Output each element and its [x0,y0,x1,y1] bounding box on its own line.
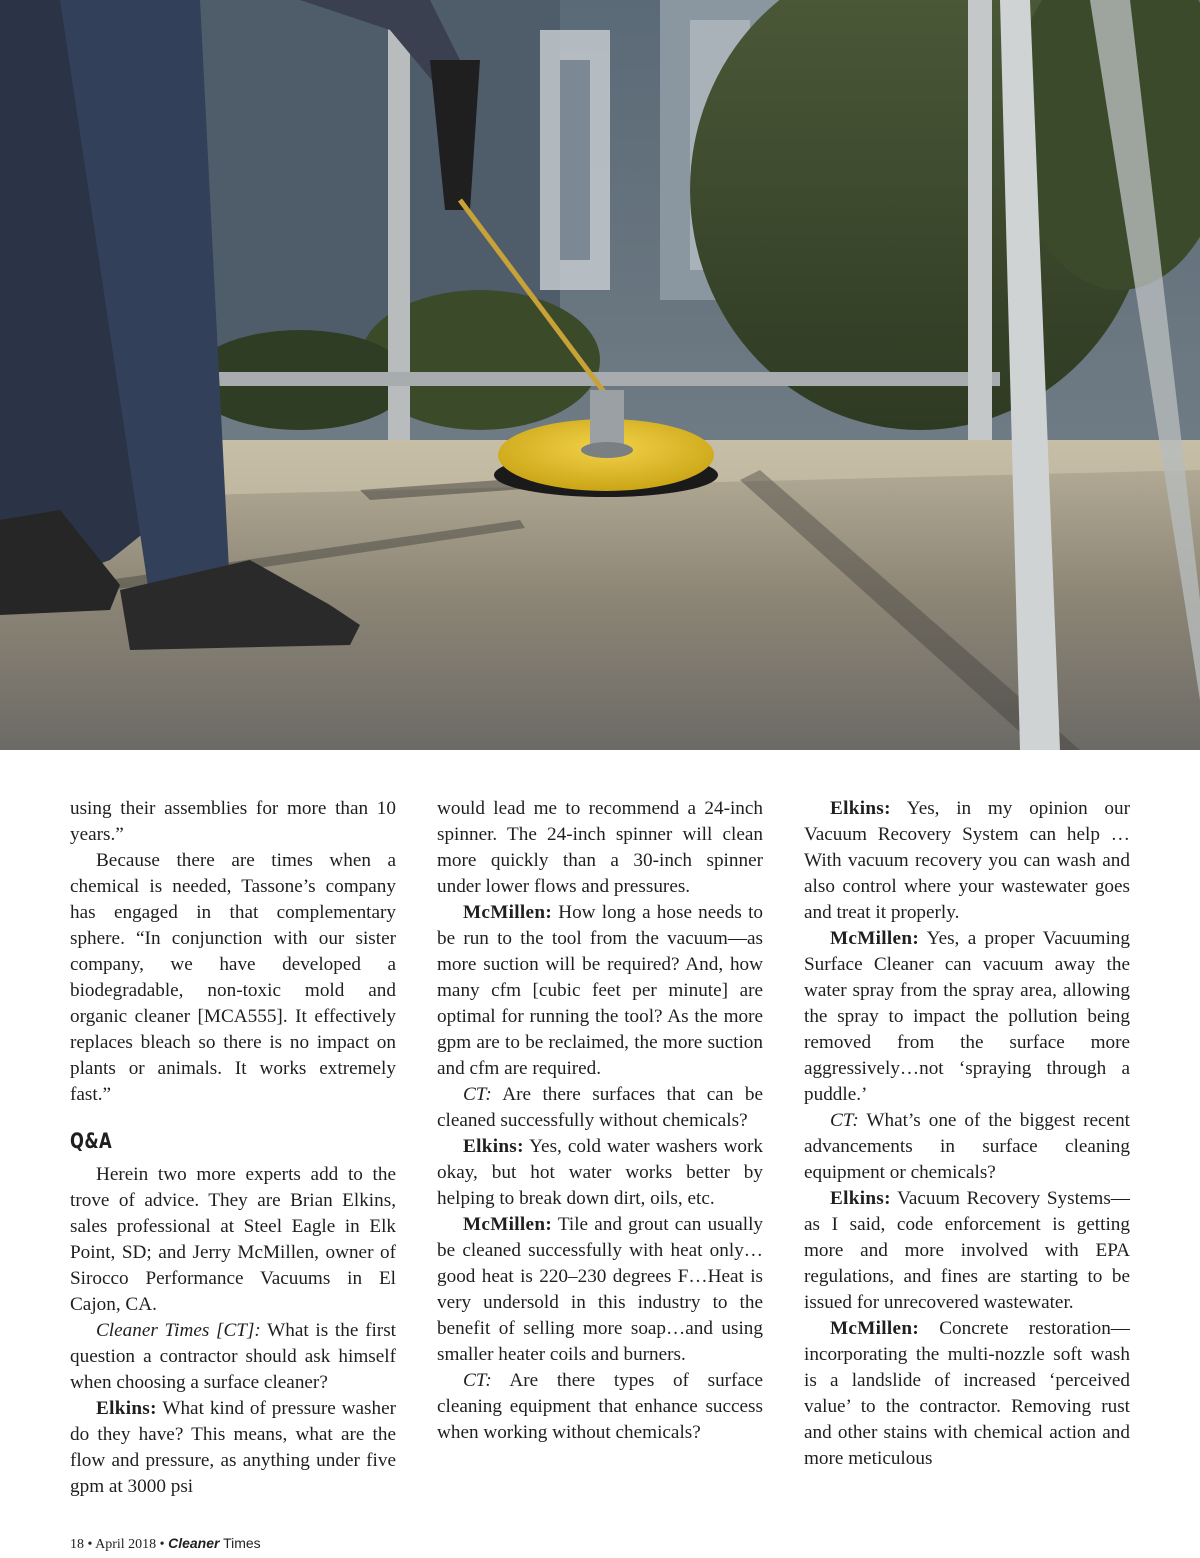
paragraph [804,1316,1130,1472]
paragraph [804,926,1130,1108]
speaker-label: McMillen: [463,1214,553,1235]
speaker-label: Elkins: [830,1188,891,1209]
paragraph: Herein two more experts add to the trove of advice. They are Brian Elkins, sales professional at Steel Eagle in Elk Point, SD; and Jerry McMillen, owner of Sirocco Performance Vacuums in El Cajon, CA. [70,1164,396,1315]
paragraph [437,1368,763,1446]
paragraph-text: Vacuum Recovery Systems—as I said, code enforcement is getting more and more involved with EPA regulations, and fines are starting to be issued for unrecovered wastewater. [804,1188,1130,1313]
paragraph-text: What is the first question a contractor should ask himself when choosing a surface cleaner? [70,1320,396,1393]
paragraph: using their assemblies for more than 10 years.” [70,798,396,845]
hero-photo [0,0,1200,750]
paragraph-text: How long a hose needs to be run to the tool from the vacuum—as more suction will be required? And, how many cfm [cubic feet per minute] are optimal for running the tool? As the more gpm are to be reclaimed, the more suction and cfm are required. [437,902,763,1079]
text-column-2 [437,796,763,1446]
paragraph [804,1186,1130,1316]
paragraph-text: What’s one of the biggest recent advancements in surface cleaning equipment or chemicals? [804,1110,1130,1183]
paragraph [437,1212,763,1368]
paragraph-text: Yes, a proper Vacuuming Surface Cleaner can vacuum away the water spray from the spray area, allowing the spray to impact the pollution being removed from the surface more aggressively…not ‘spraying through a puddle.’ [804,928,1130,1105]
paragraph [70,1396,396,1500]
paragraph-text: Concrete restoration—incorporating the multi-nozzle soft wash is a landslide of increased ‘perceived value’ to the contractor. Removing rust and other stains with chemical action and more meticulous [804,1318,1130,1469]
paragraph-text: Yes, cold water washers work okay, but hot water works better by helping to break down dirt, oils, etc. [437,1136,763,1209]
speaker-label: Elkins: [830,798,891,819]
paragraph-text: Yes, in my opinion our Vacuum Recovery System can help … With vacuum recovery you can wash and also control where your wastewater goes and treat it properly. [804,798,1130,923]
speaker-label: Elkins: [463,1136,524,1157]
speaker-label: CT: [463,1084,492,1105]
paragraph [437,900,763,1082]
surface-cleaner-photo-icon [0,0,1200,750]
speaker-label: CT: [463,1370,492,1391]
speaker-label: McMillen: [830,1318,920,1339]
paragraph-text: What kind of pressure washer do they have? This means, what are the flow and pressure, as anything under five gpm at 3000 psi [70,1398,396,1497]
paragraph-text: Are there types of surface cleaning equipment that enhance success when working without chemicals? [437,1370,763,1443]
magazine-name-suffix: Times [219,1535,261,1551]
speaker-label: McMillen: [463,902,553,923]
text-column-1 [70,796,396,1500]
paragraph: Because there are times when a chemical is needed, Tassone’s company has engaged in that complementary sphere. “In conjunction with our sister company, we have developed a biodegradable, non-toxic mold and organic cleaner [MCA555]. It effectively replaces bleach so there is no impact on plants or animals. It works extremely fast.” [70,850,396,1105]
paragraph: would lead me to recommend a 24-inch spinner. The 24-inch spinner will clean more quickly than a 30-inch spinner under lower flows and pressures. [437,798,763,897]
page-footer [70,1535,261,1553]
paragraph [437,1134,763,1212]
speaker-label: Elkins: [96,1398,157,1419]
paragraph [437,1082,763,1134]
paragraph [804,1108,1130,1186]
paragraph-text: Tile and grout can usually be cleaned successfully with heat only…good heat is 220–230 degrees F…Heat is very undersold in this industry to the benefit of selling more soap…and using smaller heater coils and burners. [437,1214,763,1365]
text-column-3 [804,796,1130,1472]
paragraph [70,1318,396,1396]
speaker-label: Cleaner Times [CT]: [96,1320,261,1341]
folio: 18 • April 2018 • [70,1537,169,1552]
paragraph [804,796,1130,926]
section-heading: Q&A [70,1129,113,1153]
paragraph-text: Are there surfaces that can be cleaned successfully without chemicals? [437,1084,763,1131]
speaker-label: McMillen: [830,928,920,949]
speaker-label: CT: [830,1110,859,1131]
magazine-name: Cleaner [168,1535,220,1551]
